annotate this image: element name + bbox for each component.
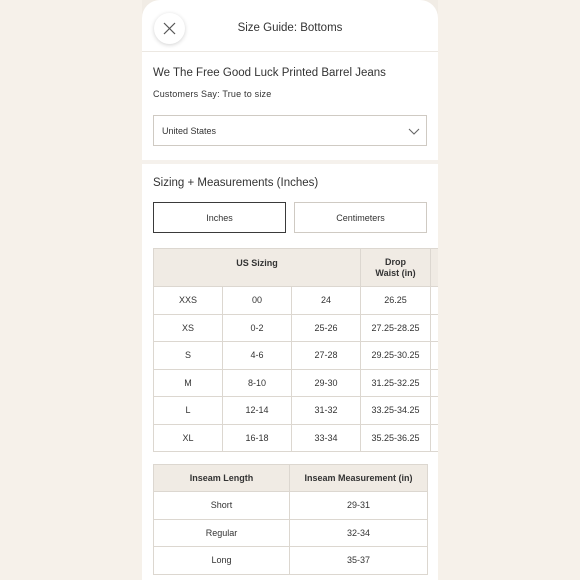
table-row <box>154 397 439 425</box>
size-cell-overflow <box>431 424 439 452</box>
inseam-cell-length: Long <box>154 547 290 575</box>
product-name: We The Free Good Luck Printed Barrel Jeans <box>153 67 386 79</box>
backdrop-right <box>438 0 580 580</box>
size-cell-numeric: 4-6 <box>223 342 292 370</box>
header-overflow <box>431 249 439 287</box>
table-row <box>154 492 428 520</box>
size-cell-numeric: 00 <box>223 287 292 315</box>
size-cell-drop-waist: 27.25-28.25 <box>361 314 431 342</box>
modal-title: Size Guide: Bottoms <box>237 22 343 34</box>
size-cell-overflow <box>431 369 439 397</box>
size-cell-overflow <box>431 287 439 315</box>
country-select-value: United States <box>162 126 217 136</box>
size-cell-drop-waist: 33.25-34.25 <box>361 397 431 425</box>
size-cell-drop-waist: 29.25-30.25 <box>361 342 431 370</box>
header-inseam-measurement: Inseam Measurement (in) <box>290 465 428 492</box>
inseam-cell-measurement: 32-34 <box>290 519 428 547</box>
country-select[interactable] <box>153 115 427 146</box>
header-drop-waist: Drop Waist (in) <box>361 249 431 287</box>
size-guide-modal <box>142 0 438 580</box>
size-cell-numeric: 0-2 <box>223 314 292 342</box>
size-cell-size: XS <box>154 314 223 342</box>
header-us-sizing: US Sizing <box>154 249 361 287</box>
size-cell-numeric: 12-14 <box>223 397 292 425</box>
section-divider <box>142 160 438 164</box>
backdrop-left <box>0 0 142 580</box>
size-cell-drop-waist: 35.25-36.25 <box>361 424 431 452</box>
inseam-table-header-row <box>154 465 428 492</box>
table-row <box>154 314 439 342</box>
size-cell-size: S <box>154 342 223 370</box>
unit-toggle-inches[interactable]: Inches <box>153 202 286 233</box>
modal-header <box>142 0 438 52</box>
table-row <box>154 519 428 547</box>
size-cell-numeric: 8-10 <box>223 369 292 397</box>
size-cell-size: M <box>154 369 223 397</box>
size-cell-waist: 27-28 <box>292 342 361 370</box>
header-inseam-length: Inseam Length <box>154 465 290 492</box>
size-cell-overflow <box>431 397 439 425</box>
unit-toggle-centimeters[interactable]: Centimeters <box>294 202 427 233</box>
size-table-header-row <box>154 249 439 287</box>
size-table <box>153 248 438 452</box>
size-cell-waist: 24 <box>292 287 361 315</box>
size-cell-waist: 33-34 <box>292 424 361 452</box>
table-row <box>154 424 439 452</box>
table-row <box>154 369 439 397</box>
inseam-cell-measurement: 35-37 <box>290 547 428 575</box>
size-cell-drop-waist: 26.25 <box>361 287 431 315</box>
size-cell-size: XXS <box>154 287 223 315</box>
inseam-table <box>153 464 428 575</box>
section-title: Sizing + Measurements (Inches) <box>153 177 319 189</box>
table-row <box>154 342 439 370</box>
chevron-down-icon <box>408 125 420 137</box>
size-cell-numeric: 16-18 <box>223 424 292 452</box>
size-cell-overflow <box>431 342 439 370</box>
table-row <box>154 287 439 315</box>
size-cell-waist: 31-32 <box>292 397 361 425</box>
inseam-cell-length: Regular <box>154 519 290 547</box>
table-row <box>154 547 428 575</box>
size-cell-waist: 25-26 <box>292 314 361 342</box>
customers-say: Customers Say: True to size <box>153 89 272 99</box>
size-cell-drop-waist: 31.25-32.25 <box>361 369 431 397</box>
size-cell-waist: 29-30 <box>292 369 361 397</box>
inseam-cell-measurement: 29-31 <box>290 492 428 520</box>
size-cell-size: L <box>154 397 223 425</box>
size-cell-size: XL <box>154 424 223 452</box>
size-cell-overflow <box>431 314 439 342</box>
inseam-cell-length: Short <box>154 492 290 520</box>
